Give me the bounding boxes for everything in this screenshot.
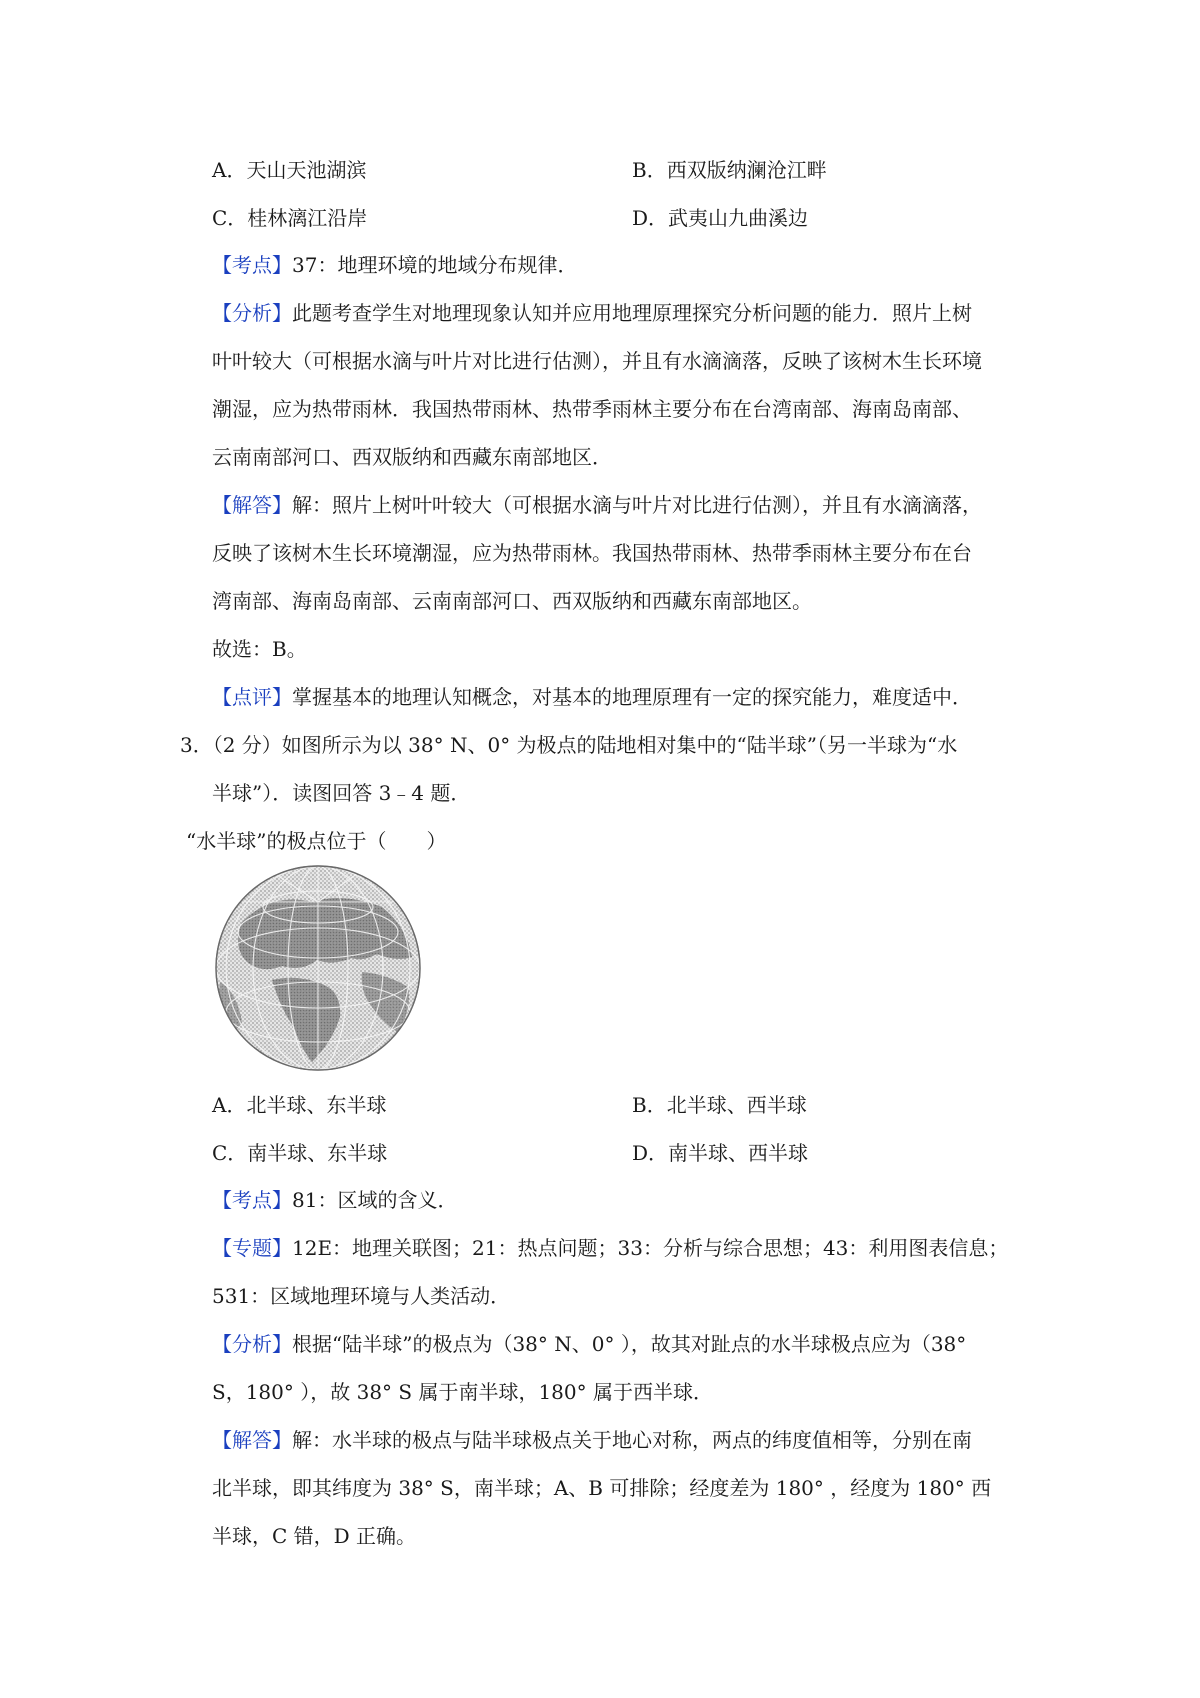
globe-illustration [212, 862, 424, 1074]
q2-option-a: A．天山天池湖滨 [212, 158, 367, 182]
q3-option-a: A．北半球、东半球 [212, 1093, 387, 1117]
q3-fenxi-line-2: S，180° ），故 38° S 属于南半球，180° 属于西半球． [212, 1380, 713, 1404]
q3-jieda-line-2: 北半球，即其纬度为 38° S，南半球；A、B 可排除；经度差为 180° ，经度为 180° 西 [212, 1476, 992, 1500]
jieda-tag: 【解答】 [212, 493, 292, 517]
zhuanti-tag: 【专题】 [212, 1236, 292, 1260]
q3-jieda-line-1 [212, 1425, 972, 1455]
q3-zhuanti-line-2: 531：区域地理环境与人类活动． [212, 1284, 511, 1308]
q2-jieda-line-2: 反映了该树木生长环境潮湿，应为热带雨林。我国热带雨林、热带季雨林主要分布在台 [212, 541, 972, 565]
dianping-text: 掌握基本的地理认知概念，对基本的地理原理有一定的探究能力，难度适中． [292, 685, 972, 709]
q2-jieda-line-1 [212, 490, 982, 520]
q3-kaodian [212, 1185, 457, 1215]
q3-option-c: C．南半球、东半球 [212, 1141, 388, 1165]
fenxi-text: 根据“陆半球”的极点为（38° N、0° ），故其对趾点的水半球极点应为（38° [292, 1332, 967, 1356]
q3-jieda-line-3: 半球，C 错，D 正确。 [212, 1524, 417, 1548]
kaodian-tag: 【考点】 [212, 253, 292, 277]
q3-zhuanti-line-1 [212, 1233, 1008, 1263]
jieda-text: 解：水半球的极点与陆半球极点关于地心对称，两点的纬度值相等，分别在南 [292, 1428, 972, 1452]
q3-option-d: D．南半球、西半球 [632, 1141, 809, 1165]
q3-stem-line-2: 半球”）．读图回答 3﹣4 题． [212, 781, 471, 805]
q2-fenxi-line-4: 云南南部河口、西双版纳和西藏东南部地区． [212, 445, 612, 469]
q2-option-b: B．西双版纳澜沧江畔 [632, 158, 827, 182]
q2-fenxi-line-2: 叶叶较大（可根据水滴与叶片对比进行估测），并且有水滴滴落，反映了该树木生长环境 [212, 349, 982, 373]
q2-dianping [212, 682, 972, 712]
zhuanti-text: 12E：地理关联图；21：热点问题；33：分析与综合思想；43：利用图表信息； [292, 1236, 1009, 1260]
q3-option-b: B．北半球、西半球 [632, 1093, 807, 1117]
q2-jieda-line-3: 湾南部、海南岛南部、云南南部河口、西双版纳和西藏东南部地区。 [212, 589, 812, 613]
q2-option-c: C．桂林漓江沿岸 [212, 206, 368, 230]
q3-question: “水半球”的极点位于（ ） [186, 829, 447, 853]
jieda-tag: 【解答】 [212, 1428, 292, 1452]
kaodian-text: 81：区域的含义． [292, 1188, 458, 1212]
fenxi-tag: 【分析】 [212, 301, 292, 325]
kaodian-tag: 【考点】 [212, 1188, 292, 1212]
q3-stem-line-1: 3．（2 分）如图所示为以 38° N、0° 为极点的陆地相对集中的“陆半球”（另一半球为“水 [180, 733, 958, 757]
q3-fenxi-line-1 [212, 1329, 966, 1359]
dianping-tag: 【点评】 [212, 685, 292, 709]
land-hemisphere-globe-figure [212, 862, 424, 1074]
q2-option-d: D．武夷山九曲溪边 [632, 206, 809, 230]
fenxi-tag: 【分析】 [212, 1332, 292, 1356]
jieda-text: 解：照片上树叶叶较大（可根据水滴与叶片对比进行估测），并且有水滴滴落， [292, 493, 982, 517]
q2-answer: 故选：B。 [212, 637, 307, 661]
kaodian-text: 37：地理环境的地域分布规律． [292, 253, 578, 277]
q2-fenxi-line-3: 潮湿，应为热带雨林．我国热带雨林、热带季雨林主要分布在台湾南部、海南岛南部、 [212, 397, 972, 421]
fenxi-text: 此题考查学生对地理现象认知并应用地理原理探究分析问题的能力．照片上树 [292, 301, 972, 325]
q2-fenxi-line-1 [212, 298, 972, 328]
q2-kaodian [212, 250, 577, 280]
